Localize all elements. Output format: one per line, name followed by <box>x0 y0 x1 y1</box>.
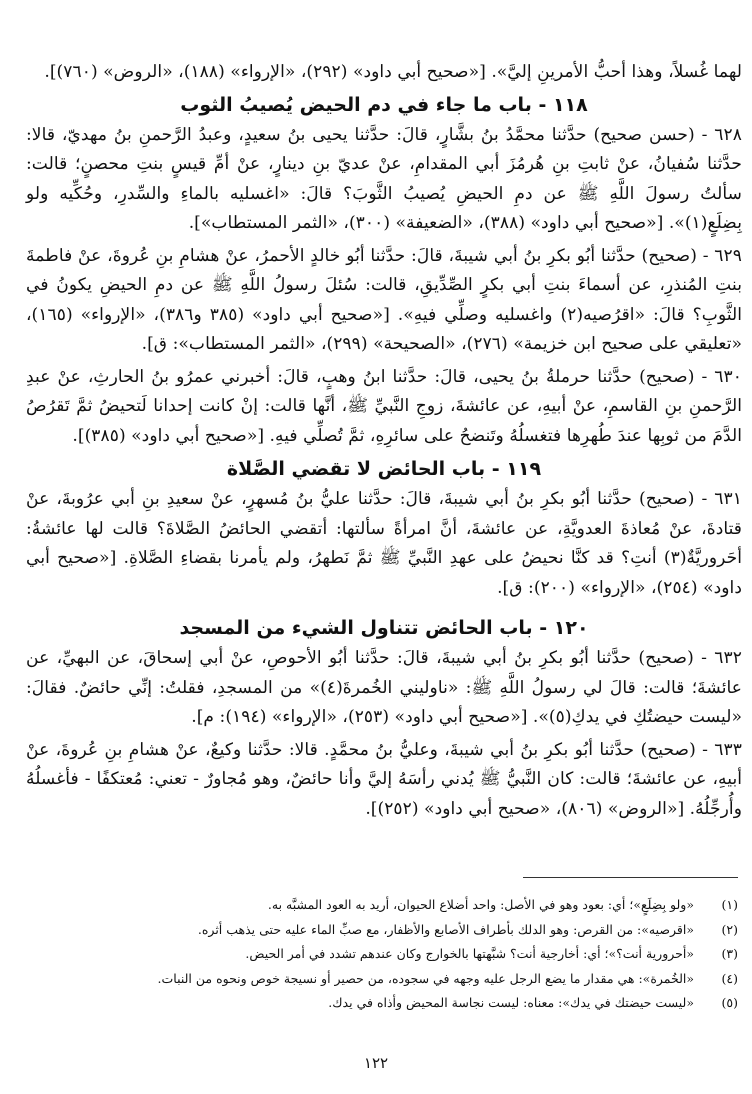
chapter-heading: ١١٨ - باب ما جاء في دم الحيض يُصيبُ الثوب <box>180 93 588 116</box>
hadith-632: ٦٣٢ - (صحيح) حدَّثنا أبُو بكرِ بنُ أبي شيبةَ، قالَ: حدَّثنا أبُو الأحوصِ، عنْ أبي إسحاقَ، عن البهيِّ، عن عائشةَ؛ قالت: قالَ لي رسولُ اللَّهِ ﷺ: «ناوليني الخُمرةَ(٤)» من المسجدِ، فقلتُ: إنِّي حائضٌ. فقالَ: «ليست حيضتُكِ في يدكِ(٥)». [«صحيح أبي داود» (٢٥٣)، «الإرواء» (١٩٤): م]. <box>26 648 742 727</box>
footnote-number: (٤) <box>721 970 738 986</box>
hadith-633: ٦٣٣ - (صحيح) حدَّثنا أبُو بكرِ بنُ أبي شيبةَ، وعليُّ بنُ محمَّدٍ. قالا: حدَّثنا وكيعٌ، عنْ هشامِ بنِ عُروةَ، عنْ أبيهِ، عن عائشةَ؛ قالت: كان النَّبيُّ ﷺ يُدني رأسَهُ إليَّ وأنا حائضٌ، وهو مُجاورٌ - تعني: مُعتكفًا - فأغسلُهُ وأُرجِّلُهُ. [«الروض» (٨٠٦)، «صحيح أبي داود» (٢٥٢)]. <box>26 739 742 819</box>
footnote-item <box>38 918 738 943</box>
hadith-630: ٦٣٠ - (صحيح) حدَّثنا حرملةُ بنُ يحيى، قالَ: حدَّثنا ابنُ وهبٍ، قالَ: أخبرني عمرُو بنُ الحارثِ، عنْ عبدِ الرَّحمنِ بنِ القاسمِ، عنْ أبيهِ، عن عائشةَ، زوجِ النَّبيِّ ﷺ، أنَّها قالت: إنْ كانت إحدانا لَتحيضُ ثمَّ تَقرُصُ الدَّمَ من ثوبِها عندَ طُهرِها فتغسلُهُ وتَنضحُ على سائرِهِ، ثمَّ تُصلِّي فيهِ. [«صحيح أبي داود» (٣٨٥)]. <box>26 366 742 446</box>
footnote-text: «اقرصيه»: من القرص: وهو الدلك بأطراف الأصابع والأظفار، مع صبِّ الماء عليه حتى يذهب أثره. <box>197 921 694 937</box>
continued-paragraph: لهما غُسلاً، وهذا أحبُّ الأمرينِ إليَّ». [«صحيح أبي داود» (٢٩٢)، «الإرواء» (١٨٨)، «الروض» (٧٦٠)]. <box>44 62 742 82</box>
footnote-number: (٣) <box>721 946 738 961</box>
footnote-text: «الخُمرة»: هي مقدار ما يضع الرجل عليه وجهه في سجوده، من حصير أو نسيجة خوص ونحوه من النبات. <box>157 970 694 986</box>
footnote-text: «أحرورية أنت؟»؛ أي: أخارجية أنت؟ شبَّهتها بالخوارج وكان عندهم تشدد في أمر الحيض. <box>245 946 694 961</box>
hadith-629: ٦٢٩ - (صحيح) حدَّثنا أبُو بكرِ بنُ أبي شيبةَ، قالَ: حدَّثنا أبُو خالدٍ الأحمرُ، عنْ هشامِ بنِ عُروةَ، عنْ فاطمةَ بنتِ المُنذرِ، عن أسماءَ بنتِ أبي بكرٍ الصِّدِّيقِ، قالت: سُئلَ رسولُ اللَّهِ ﷺ عن دمِ الحيضِ يكونُ في الثَّوبِ؟ قالَ: «اقرُصيه(٢) واغسليه وصلِّي فيهِ». [«صحيح أبي داود» (٣٨٥ و٣٨٦)، «الإرواء» (١٦٥)، «تعليقي على صحيح ابن خزيمة» (٢٧٦)، «الصحيحة» (٢٩٩)، «الثمر المستطاب»: ق]. <box>26 245 743 354</box>
hadith-628: ٦٢٨ - (حسن صحيح) حدَّثنا محمَّدُ بنُ بشَّارٍ، قالَ: حدَّثنا يحيى بنُ سعيدٍ، وعبدُ الرَّحمنِ بنُ مهديّ، قالا: حدَّثنا سُفيانُ، عنْ ثابتِ بنِ هُرمُزَ أبي المقدامِ، عنْ عديّ بنِ دينارٍ، عنْ أمِّ قيسٍ بنتِ محصنٍ؛ قالت: سألتُ رسولَ اللَّهِ ﷺ عن دمِ الحيضِ يُصيبُ الثَّوبَ؟ قالَ: «اغسليه بالماءِ والسِّدرِ، وحُكِّيه ولو بِضِلَعٍ(١)». [«صحيح أبي داود» (٣٨٨)، «الضعيفة» (٣٠٠)، «الثمر المستطاب»]. <box>26 124 742 233</box>
page-number: ١٢٢ <box>363 1054 389 1072</box>
chapter-heading: ١١٩ - باب الحائض لا تقضي الصَّلاة <box>226 458 542 480</box>
chapter-heading: ١٢٠ - باب الحائض تتناول الشيء من المسجد <box>179 617 589 639</box>
footnotes <box>38 893 738 1016</box>
footnote-item <box>38 942 738 967</box>
footnote-text: «ولو بِضِلَعٍ»؛ أي: بعود وهو في الأصل: واحد أضلاع الحيوان، أريد به العود المشبَّه به. <box>267 897 694 912</box>
hadith-631: ٦٣١ - (صحيح) حدَّثنا أبُو بكرِ بنُ أبي شيبةَ، قالَ: حدَّثنا عليُّ بنُ مُسهرٍ، عنْ سعيدِ بنِ أبي عرُوبةَ، عنْ قتادةَ، عنْ مُعاذةَ العدويَّةِ، عن عائشةَ، أنَّ امرأةً سألتها: أتقضي الحائضُ الصَّلاةَ؟ قالت لها عائشةُ: أحَروريَّةٌ(٣) أنتِ؟ قد كنَّا نحيضُ على عهدِ النَّبيِّ ﷺ ثمَّ نَطهرُ، ولم يأمرنا بقضاءِ الصَّلاةِ. [«صحيح أبي داود» (٢٥٤)، «الإرواء» (٢٠٠): ق]. <box>26 489 742 598</box>
footnote-item <box>38 991 738 1016</box>
chapter-119 <box>26 454 742 603</box>
footnote-item <box>38 967 738 992</box>
footnote-item <box>38 893 738 918</box>
chapter-118 <box>26 90 742 452</box>
footnote-number: (١) <box>721 897 738 912</box>
footnote-text: «ليست حيضتك في يدك»: معناه: ليست نجاسة المحيض وأذاه في يدك. <box>328 995 694 1010</box>
chapter-120 <box>26 613 742 824</box>
page-body <box>26 58 742 827</box>
footnote-number: (٢) <box>721 921 738 937</box>
footnote-number: (٥) <box>721 995 738 1010</box>
footnote-separator <box>523 877 738 878</box>
